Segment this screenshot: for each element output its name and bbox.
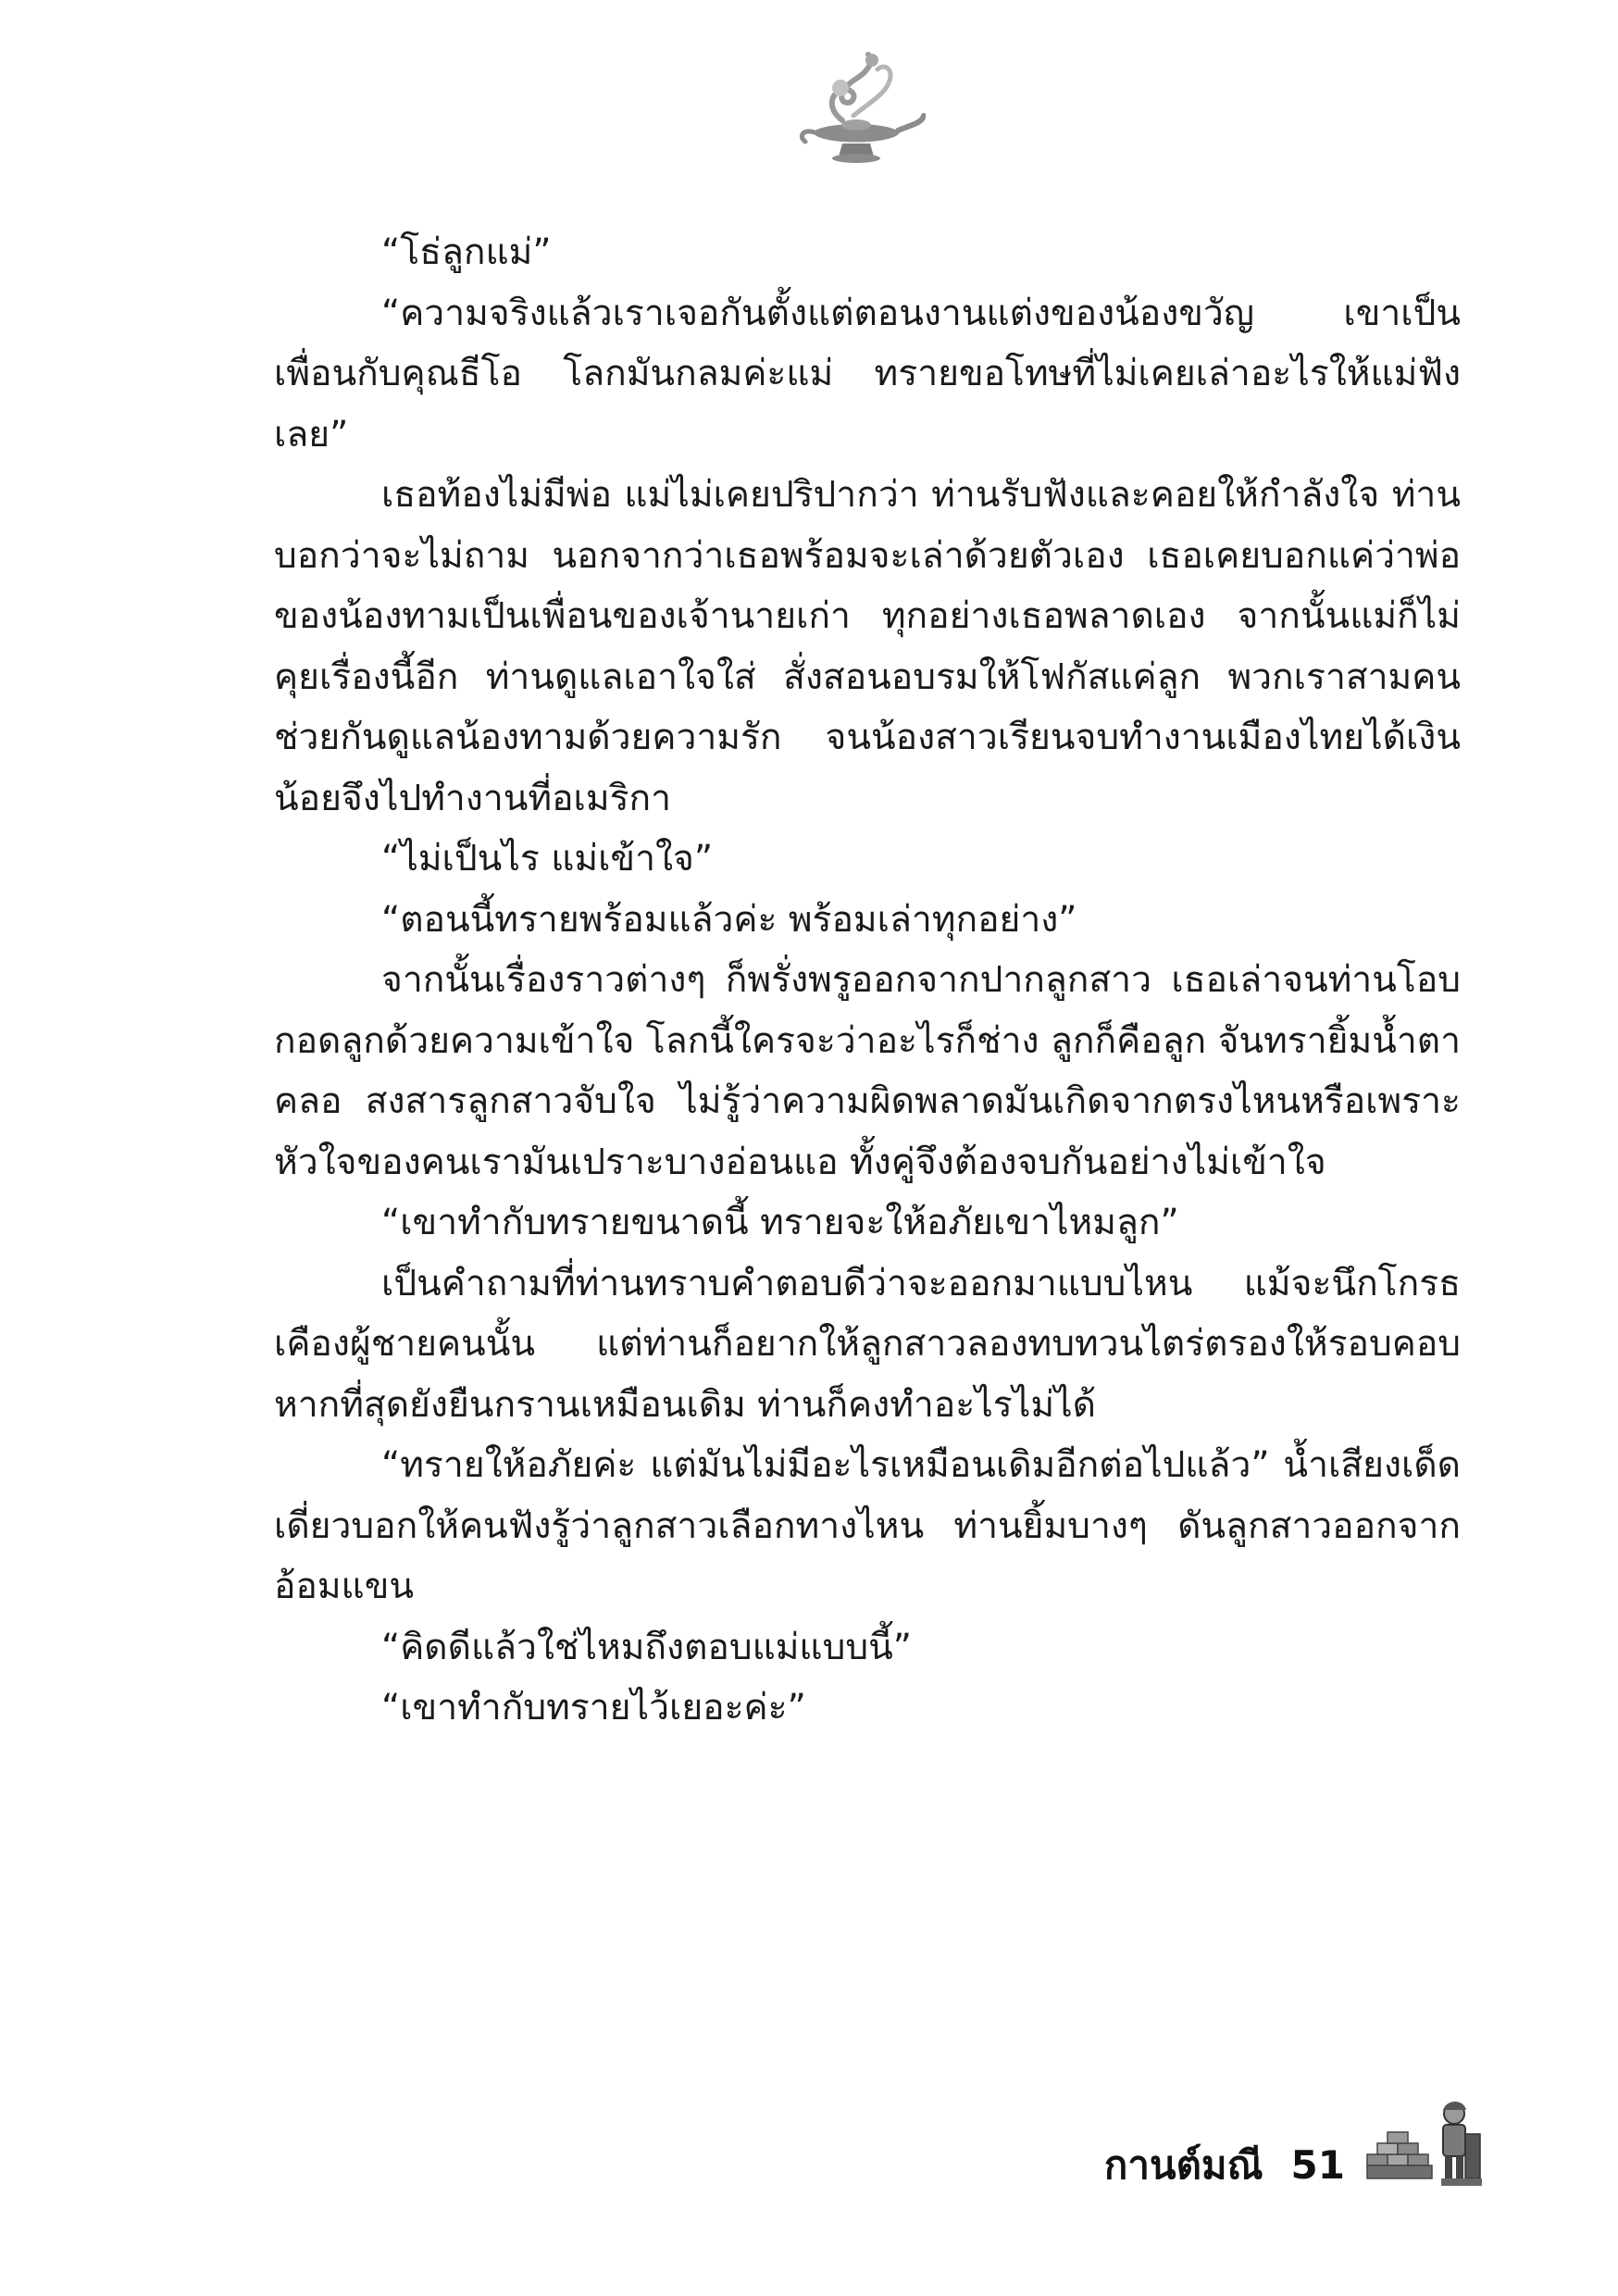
paragraph: “โธ่ลูกแม่”: [381, 231, 552, 273]
paragraph: เธอท้องไม่มีพ่อ แม่ไม่เคยปริปากว่า ท่านรับฟังและคอยให้กำลังใจ ท่านบอกว่าจะไม่ถาม นอกจากว่าเธอพร้อมจะเล่าด้วยตัวเอง เธอเคยบอกแค่ว่าพ่อของน้องทามเป็นเพื่อนของเจ้านายเก่า ทุกอย่างเธอพลาดเอง จากนั้นแม่ก็ไม่คุยเรื่องนี้อีก ท่านดูแลเอาใจใส่ สั่งสอนอบรมให้โฟกัสแค่ลูก พวกเราสามคนช่วยกันดูแลน้องทามด้วยความรัก จนน้องสาวเรียนจบทำงานเมืองไทยได้เงินน้อยจึงไปทำงานที่อเมริกา: [274, 474, 1461, 819]
book-title: กานต์มณี: [1103, 2142, 1263, 2188]
paragraph: “ความจริงแล้วเราเจอกันตั้งแต่ตอนงานแต่งของน้องขวัญ เขาเป็นเพื่อนกับคุณธีโอ โลกมันกลมค่ะแม่ ทรายขอโทษที่ไม่เคยเล่าอะไรให้แม่ฟังเลย”: [274, 292, 1461, 455]
paragraph: “เขาทำกับทรายไว้เยอะค่ะ”: [381, 1687, 806, 1728]
paragraph: “ตอนนี้ทรายพร้อมแล้วค่ะ พร้อมเล่าทุกอย่าง”: [381, 898, 1077, 941]
paragraph: “ไม่เป็นไร แม่เข้าใจ”: [381, 838, 714, 880]
page-number: 51: [1290, 2142, 1345, 2188]
paragraph: “ทรายให้อภัยค่ะ แต่มันไม่มีอะไรเหมือนเดิมอีกต่อไปแล้ว” น้ำเสียงเด็ดเดี่ยวบอกให้คนฟังรู้ว่าลูกสาวเลือกทางไหน ท่านยิ้มบางๆ ดันลูกสาวออกจากอ้อมแขน: [274, 1444, 1461, 1607]
paragraph: จากนั้นเรื่องราวต่างๆ ก็พรั่งพรูออกจากปากลูกสาว เธอเล่าจนท่านโอบกอดลูกด้วยความเข้าใจ โลกนี้ใครจะว่าอะไรก็ช่าง ลูกก็คือลูก จันทรายิ้มน้ำตาคลอ สงสารลูกสาวจับใจ ไม่รู้ว่าความผิดพลาดมันเกิดจากตรงไหนหรือเพราะหัวใจของคนเรามันเปราะบางอ่อนแอ ทั้งคู่จึงต้องจบกันอย่างไม่เข้าใจ: [274, 959, 1461, 1183]
bricks-figure-icon: [1363, 2097, 1484, 2190]
paragraph: “เขาทำกับทรายขนาดนี้ ทรายจะให้อภัยเขาไหมลูก”: [381, 1202, 1179, 1243]
genie-lamp-icon: [787, 51, 926, 171]
page-footer: [1104, 2088, 1484, 2190]
paragraph: เป็นคำถามที่ท่านทราบคำตอบดีว่าจะออกมาแบบไหน แม้จะนึกโกรธเคืองผู้ชายคนนั้น แต่ท่านก็อยากให้ลูกสาวลองทบทวนไตร่ตรองให้รอบคอบ หากที่สุดยังยืนกรานเหมือนเดิม ท่านก็คงทำอะไรไม่ได้: [274, 1262, 1461, 1426]
story-text: [274, 222, 1461, 1739]
paragraph: “คิดดีแล้วใช่ไหมถึงตอบแม่แบบนี้”: [381, 1626, 912, 1668]
